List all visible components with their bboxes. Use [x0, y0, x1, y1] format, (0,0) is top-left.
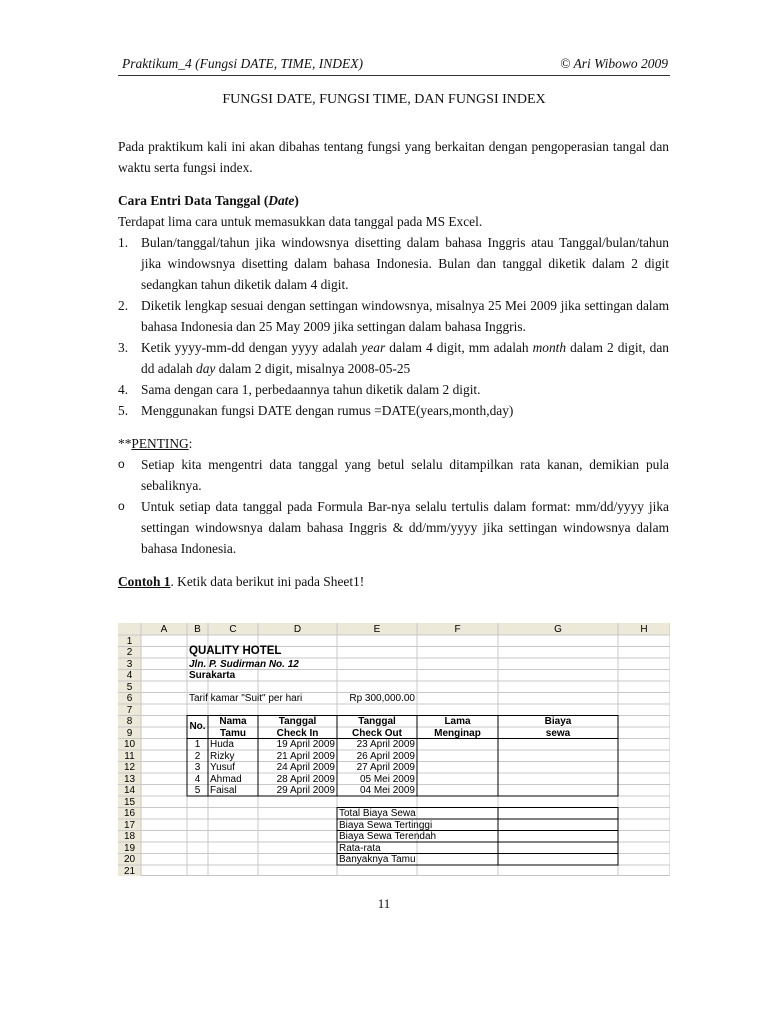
header-rule — [118, 75, 670, 76]
section-lead: Terdapat lima cara untuk memasukkan data tanggal pada MS Excel. — [118, 214, 483, 229]
contoh-text: . Ketik data berikut ini pada Sheet1! — [170, 574, 365, 589]
penting-label: PENTING — [131, 436, 189, 451]
column-header: B — [194, 624, 201, 635]
row-header: 6 — [126, 693, 133, 704]
tarif-value: Rp 300,000.00 — [349, 693, 415, 704]
row-header: 2 — [126, 647, 133, 658]
heading-prefix: Cara Entri Data Tanggal ( — [118, 193, 269, 208]
guest-checkout: 05 Mei 2009 — [359, 773, 415, 785]
row-header: 15 — [123, 796, 136, 808]
guest-checkin: 29 April 2009 — [276, 785, 335, 796]
row-header: 17 — [123, 819, 136, 831]
header-biaya: sewa — [545, 727, 571, 739]
header-no: No. — [189, 721, 206, 732]
header-checkin: Check In — [276, 727, 319, 739]
row-header: 7 — [126, 704, 133, 716]
hotel-name: QUALITY HOTEL — [189, 645, 282, 657]
heading-italic: Date — [268, 193, 295, 208]
bullet-text: Untuk setiap data tanggal pada Formula Bar-nya selalu tertulis dalam format: mm/dd/yyyy jika settingan windowsnya dalam bahasa Inggris & dd/mm/yyyy jika settingan windowsnya dalam bahasa Indonesia. — [141, 499, 669, 556]
guest-checkin: 21 April 2009 — [276, 750, 335, 762]
guest-checkout: 26 April 2009 — [356, 750, 415, 762]
row-header: 19 — [123, 842, 136, 854]
header-left — [122, 56, 363, 72]
list-number: 1. — [118, 235, 129, 250]
section-heading — [118, 190, 669, 211]
row-header: 20 — [123, 854, 136, 865]
list-item — [118, 295, 669, 337]
bullet-item — [118, 496, 669, 559]
bullet-item — [118, 454, 669, 496]
summary-label: Biaya Sewa Tertinggi — [339, 819, 433, 831]
list-number: 2. — [118, 298, 129, 313]
list-item — [118, 337, 669, 379]
spreadsheet-figure — [118, 623, 670, 876]
list-text: dalam 2 digit, misalnya 2008-05-25 — [215, 361, 411, 376]
list-number: 3. — [118, 340, 129, 355]
row-header: 3 — [126, 658, 133, 670]
bullet-marker: o — [118, 499, 125, 513]
header-lama: Menginap — [434, 727, 481, 739]
contoh-line — [118, 571, 669, 592]
list-italic: month — [532, 340, 567, 355]
list-item — [118, 379, 669, 400]
row-header: 5 — [126, 681, 133, 693]
header-biaya: Biaya — [544, 716, 572, 727]
bullet-marker: o — [118, 457, 125, 471]
column-header: G — [554, 624, 562, 635]
document-title: FUNGSI DATE, FUNGSI TIME, DAN FUNGSI INDEX — [222, 92, 546, 107]
row-header: 12 — [123, 762, 136, 773]
summary-label: Banyaknya Tamu — [339, 854, 416, 865]
row-header: 16 — [123, 808, 136, 819]
guest-no: 1 — [194, 739, 201, 750]
row-header: 8 — [126, 716, 133, 727]
penting-heading — [118, 433, 669, 454]
header-nama: Nama — [219, 716, 247, 727]
list-text: Sama dengan cara 1, perbedaannya tahun diketik dalam 2 digit. — [141, 382, 481, 397]
row-header: 18 — [123, 831, 136, 842]
row-header: 11 — [124, 750, 135, 762]
guest-checkout: 27 April 2009 — [356, 762, 415, 773]
header-checkout: Check Out — [351, 727, 402, 739]
guest-name: Ahmad — [210, 773, 242, 785]
hotel-city: Surakarta — [189, 670, 236, 681]
summary-label: Rata-rata — [339, 842, 381, 854]
row-header: 4 — [126, 670, 133, 681]
guest-name: Huda — [210, 739, 234, 750]
document-body — [118, 136, 669, 592]
penting-colon: : — [188, 436, 193, 451]
column-header: E — [373, 624, 381, 635]
column-header: H — [640, 624, 648, 635]
header-italic: Fungsi DATE, TIME, INDEX — [199, 56, 359, 71]
intro-paragraph: Pada praktikum kali ini akan dibahas tentang fungsi yang berkaitan dengan pengoperasian tangal dan waktu serta fungsi index. — [118, 139, 669, 175]
row-header: 10 — [123, 739, 136, 750]
list-text: dalam 4 digit, mm adalah — [385, 340, 533, 355]
row-header: 13 — [123, 773, 136, 785]
guest-name: Yusuf — [210, 762, 236, 773]
list-item — [118, 400, 669, 421]
row-header: 14 — [123, 785, 136, 796]
hotel-address: Jln. P. Sudirman No. 12 — [189, 658, 299, 670]
tarif-label: Tarif kamar "Suit" per hari — [189, 693, 303, 704]
list-number: 4. — [118, 382, 129, 397]
penting-stars: ** — [118, 436, 132, 451]
row-header: 1 — [126, 635, 133, 647]
column-header: D — [293, 624, 302, 635]
list-text: dalam 2 digit, dan dd adalah — [141, 340, 669, 376]
header-right: © Ari Wibowo 2009 — [560, 56, 668, 71]
column-header: C — [229, 624, 237, 635]
guest-checkin: 19 April 2009 — [276, 739, 335, 750]
summary-label: Total Biaya Sewa — [339, 808, 416, 819]
guest-no: 3 — [194, 762, 201, 773]
guest-checkout: 04 Mei 2009 — [359, 785, 415, 796]
column-header: F — [454, 624, 461, 635]
list-text: Diketik lengkap sesuai dengan settingan windowsnya, misalnya 25 Mei 2009 jika settingan dalam bahasa Indonesia dan 25 May 2009 jika settingan dalam bahasa Inggris. — [141, 298, 669, 334]
page-number: 11 — [377, 896, 391, 911]
page-header — [118, 54, 670, 74]
header-suffix: ) — [358, 56, 363, 71]
guest-no: 5 — [194, 785, 201, 796]
row-header: 21 — [123, 865, 136, 877]
header-checkin: Tanggal — [278, 716, 317, 727]
list-text: Ketik yyyy-mm-dd dengan yyyy adalah — [141, 340, 362, 355]
column-header: A — [160, 624, 168, 635]
list-italic: day — [196, 361, 216, 376]
header-checkout: Tanggal — [358, 716, 396, 727]
guest-name: Rizky — [210, 750, 235, 762]
guest-no: 4 — [194, 773, 201, 785]
list-number: 5. — [118, 403, 129, 418]
guest-checkin: 28 April 2009 — [276, 773, 335, 785]
list-italic: year — [361, 340, 386, 355]
guest-checkout: 23 April 2009 — [356, 739, 415, 750]
heading-suffix: ) — [294, 193, 299, 208]
contoh-label: Contoh 1 — [118, 574, 171, 589]
header-prefix: Praktikum_4 ( — [122, 56, 200, 71]
bullet-text: Setiap kita mengentri data tanggal yang betul selalu ditampilkan rata kanan, demikian pula sebaliknya. — [141, 457, 669, 493]
row-header: 9 — [126, 727, 133, 739]
list-text: Menggunakan fungsi DATE dengan rumus =DATE(years,month,day) — [141, 403, 514, 418]
list-text: Bulan/tanggal/tahun jika windowsnya disetting dalam bahasa Inggris atau Tanggal/bulan/tahun jika windowsnya disetting dalam bahasa Indonesia. Bulan dan tanggal diketik dalam 2 digit sedangkan tahun diketik dalam 4 digit. — [141, 235, 669, 292]
guest-checkin: 24 April 2009 — [276, 762, 335, 773]
guest-name: Faisal — [210, 785, 237, 796]
header-lama: Lama — [444, 716, 471, 727]
guest-no: 2 — [194, 750, 201, 762]
list-item — [118, 232, 669, 295]
summary-label: Biaya Sewa Terendah — [339, 831, 437, 842]
header-nama: Tamu — [220, 727, 246, 739]
